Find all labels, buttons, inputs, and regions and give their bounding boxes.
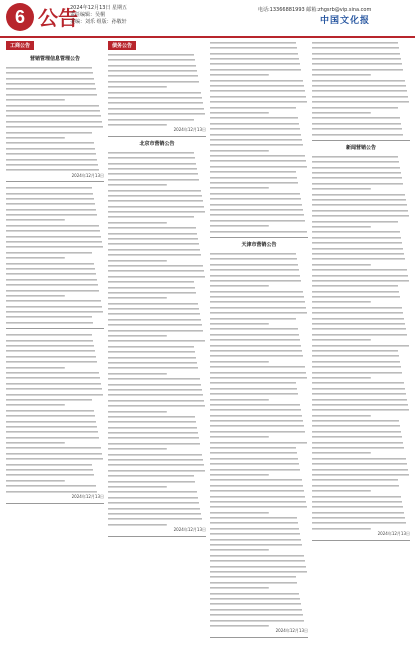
issue-meta xyxy=(70,5,127,26)
notice-title: 天津市营销公告 xyxy=(241,242,277,249)
notice-divider xyxy=(6,181,104,182)
newspaper-brand: 中国文化报 xyxy=(320,16,371,26)
notice-divider xyxy=(210,237,308,238)
notice-item xyxy=(6,56,104,178)
notice-date: 2024年12月13日 xyxy=(71,494,104,500)
column-tag: 债务公告 xyxy=(108,41,136,50)
notice-date: 2024年12月13日 xyxy=(275,628,308,634)
section-title: 公告 xyxy=(38,6,78,30)
page-number: 6 xyxy=(6,3,34,31)
text-line xyxy=(312,132,410,137)
notice-text xyxy=(6,332,104,494)
editor: 责任编辑：吴桐 xyxy=(70,12,106,18)
designer: 美编：刘乐 组版：孙敬轩 xyxy=(70,19,127,25)
notice-divider xyxy=(312,540,410,541)
text-line xyxy=(210,229,308,234)
column-2 xyxy=(108,40,206,642)
contact-hotline: 电话:13366881993 邮箱:zhgsrb@vip.sina.com xyxy=(258,7,372,13)
notice-divider xyxy=(108,136,206,137)
notice-item xyxy=(210,40,308,234)
notice-item xyxy=(6,185,104,325)
notice-item xyxy=(210,242,308,634)
notice-text xyxy=(210,40,308,234)
column-3 xyxy=(210,40,308,642)
notice-item xyxy=(312,40,410,137)
notice-text xyxy=(6,185,104,325)
notice-divider xyxy=(312,140,410,141)
notice-item xyxy=(312,145,410,537)
notice-title: 营销管理信息管理公告 xyxy=(29,56,80,62)
notice-divider xyxy=(6,328,104,329)
column-4 xyxy=(312,40,410,642)
notice-text xyxy=(312,40,410,137)
notice-date: 2024年12月13日 xyxy=(173,527,206,533)
notice-divider xyxy=(6,503,104,504)
notice-item xyxy=(6,332,104,499)
column-tag: 工商公告 xyxy=(6,41,34,50)
notice-body xyxy=(6,40,410,642)
text-line xyxy=(6,320,104,325)
notice-item xyxy=(108,141,206,533)
issue-date: 2024年12月13日 星期五 xyxy=(70,5,128,11)
notice-title: 新闻营销公告 xyxy=(345,145,376,152)
notice-text xyxy=(312,154,410,531)
notice-divider xyxy=(108,536,206,537)
column-1 xyxy=(6,40,104,642)
notice-item xyxy=(108,52,206,133)
notice-date: 2024年12月13日 xyxy=(71,172,104,178)
page-header xyxy=(0,0,415,38)
notice-title: 北京市营销公告 xyxy=(139,140,175,147)
notice-text xyxy=(108,150,206,527)
notice-text xyxy=(108,52,206,127)
notice-divider xyxy=(210,637,308,638)
notice-text xyxy=(6,65,104,173)
notice-date: 2024年12月13日 xyxy=(377,531,410,537)
notice-date: 2024年12月13日 xyxy=(173,127,206,133)
notice-text xyxy=(210,251,308,628)
